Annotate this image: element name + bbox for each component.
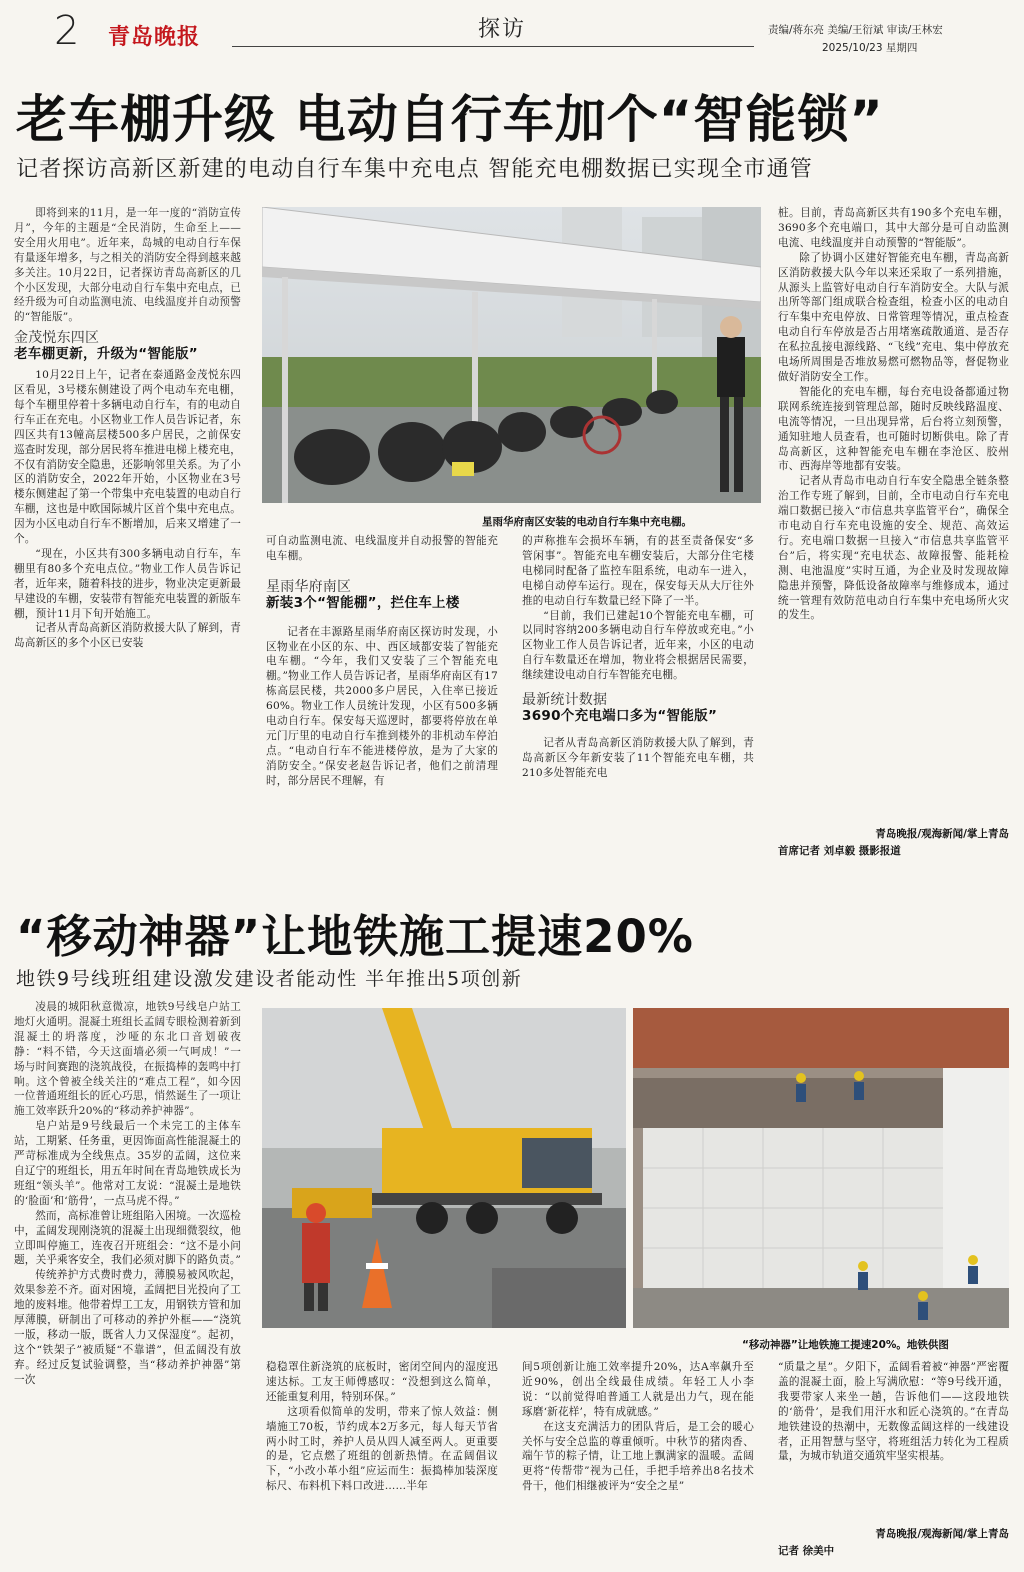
paragraph: 记者从青岛高新区消防救援大队了解到，青岛高新区的多个小区已安装 (14, 622, 241, 650)
story2-column-1 (14, 1000, 241, 1566)
paragraph: 在这支充满活力的团队背后，是工会的暖心关怀与安全总监的尊重倾听。中秋节的猪肉香、端午节的粽子情，让工地上飘满家的温暖。孟阔更将“传帮带”视为己任，手把手培养出8名技术骨干，他们相继被评为“安全之星” (522, 1420, 754, 1493)
paragraph: 智能化的充电车棚，每台充电设备都通过物联网系统连接到管理总部，随时反映线路温度、电流等情况，一旦出现异常，后台将立刻预警，通知驻地人员查看，也可随时切断供电。除了青岛高新区，这种智能充电车棚在李沧区、胶州市、西海岸等地都有安装。 (778, 385, 1009, 473)
story2-column-3 (522, 1360, 754, 1566)
paragraph: 记者从青岛高新区消防救援大队了解到，青岛高新区今年新安装了11个智能充电车棚，共210多处智能充电 (522, 736, 754, 779)
paragraph: 的声称推车会损坏车辆，有的甚至责备保安“多管闲事”。智能充电车棚安装后，大部分住宅楼电梯同时配备了监控车阻系统，电动车一进入，电梯自动停车运行。现在，保安每天从大厅往外推的电动自行车数量已经下降了一半。 (522, 535, 754, 607)
story1-section3-title: 3690个充电端口多为“智能版” (522, 707, 718, 724)
story1-column-1 (14, 206, 241, 862)
story2-subheadline: 地铁9号线班组建设激发建设者能动性 半年推出5项创新 (16, 968, 523, 990)
paragraph: 然而，高标准曾让班组陷入困境。一次巡检中，孟阔发现刚浇筑的混凝土出现细微裂纹，他立即叫停施工，连夜召开班组会：“这不是小问题，关乎乘客安全，我们必须对脚下的路负责。” (14, 1209, 241, 1267)
story1-section2-title: 新装3个“智能棚”，拦住车上楼 (266, 594, 460, 611)
story1-column-4 (778, 206, 1009, 828)
paragraph: 10月22日上午，记者在泰通路金茂悦东四区看见，3号楼东侧建设了两个电动车充电棚，每个车棚里停着十多辆电动自行车，有的电动自行车正在充电。小区物业工作人员告诉记者，东四区共有13幢高层楼500多户居民，之前保安巡查时发现，部分居民将车推进电梯上楼充电，不仅有消防安全隐患，还影响邻里关系。为了小区的消防安全，2022年开始，小区物业在3号楼东侧建起了第一个带集中充电装置的电动自行车棚，这也是中欧国际城片区首个集中充电点。因为小区电动自行车不断增加，后来又增建了一个。 (14, 369, 241, 546)
section-label: 探访 (478, 17, 527, 42)
paragraph: “质量之星”。夕阳下，孟阔看着被“神器”严密覆盖的混凝土面，脸上写满欣慰：“等9号线开通，我要带家人来坐一趟，告诉他们——这段地铁的‘筋骨’，是我们用汗水和匠心浇筑的。”在青岛地铁建设的热潮中，无数像孟阔这样的一线建设者，正用智慧与坚守，将班组活力转化为工程质量，为城市轨道交通筑牢坚实根基。 (778, 1361, 1009, 1463)
story1-section2-kicker: 星雨华府南区 (266, 578, 352, 595)
story2-lead: 凌晨的城阳秋意微凉，地铁9号线皂户站工地灯火通明。混凝土班组长孟阔专眼检测着新到混凝土的坍落度，沙哑的东北口音划破夜静：“料不错，今天这面墙必须一气呵成！”一场与时间赛跑的浇筑战役，在振捣棒的轰鸣中打响。这个曾被全线关注的“难点工程”，如今因一位普通班组长的匠心巧思，悄然诞生了一项让施工效率跃升20%的“移动养护神器”。 (14, 1001, 241, 1118)
paragraph: 桩。目前，青岛高新区共有190多个充电车棚，3690多个充电端口，其中大部分是可自动监测电流、电线温度并自动预警的“智能版”。 (778, 207, 1009, 249)
story1-byline-reporter: 首席记者 刘卓毅 摄影报道 (778, 845, 901, 857)
editors-credit: 责编/蒋东亮 美编/王衍斌 审读/王林宏 (768, 24, 943, 36)
issue-date: 2025/10/23 星期四 (822, 42, 918, 54)
paragraph: “目前，我们已建起10个智能充电车棚，可以同时容纳200多辆电动自行车停放或充电。”小区物业工作人员告诉记者，近年来，小区的电动自行车数量还在增加，物业将会根据居民需要，继续建设电动自行车智能充电棚。 (522, 609, 754, 682)
story1-column-3 (522, 534, 754, 862)
story2-column-2 (266, 1360, 498, 1566)
paragraph: 这项看似简单的发明，带来了惊人效益：侧墙施工70板，节约成本2万多元，每人每天节省两小时工时，养护人员从四人减至两人。更重要的是，它点燃了班组的创新热情。在孟阔倡议下，“小改小革小组”应运而生：振捣棒加装深度标尺、布料机下料口改进……半年 (266, 1405, 498, 1493)
story2-column-4 (778, 1360, 1009, 1524)
story1-section1-kicker: 金茂悦东四区 (14, 330, 100, 347)
story2-photo-crane (262, 1008, 626, 1328)
masthead-underline (232, 46, 754, 47)
story2-byline (778, 1526, 1009, 1560)
paragraph: 可自动监测电流、电线温度并自动报警的智能充电车棚。 (266, 535, 498, 562)
paragraph: 记者从青岛市电动自行车安全隐患全链条整治工作专班了解到，目前，全市电动自行车充电端口数据已接入“市信息共享监管平台”，确保全市电动自行车充电设施的安全、规范、高效运行。充电端口数据一旦接入“市信息共享监管平台”后，将实现“充电状态、故障报警、能耗检测、电池温度”实时互通，为企业及时发现故障隐患并预警，降低设备故障率与维修成本，通过统一管理有效防范电动自行车集中充电场所火灾的发生。 (778, 475, 1009, 622)
story2-photo-formwork (633, 1008, 1009, 1328)
story2-byline-reporter: 记者 徐美中 (778, 1545, 835, 1557)
paragraph: 稳稳罩住新浇筑的底板时，密闭空间内的湿度迅速达标。工友王师傅感叹：“没想到这么简单，还能重复利用，特别环保。” (266, 1361, 498, 1403)
story1-headline: 老车棚升级 电动自行车加个“智能锁” (16, 91, 884, 150)
page-number: 2 (54, 8, 80, 54)
paragraph: “现在，小区共有300多辆电动自行车，车棚里有80多个充电点位。”物业工作人员告诉记者，近年来，随着科技的进步，物业决定更新最早建设的车棚，安装带有智能充电装置的新版车棚，预计11月下旬开始施工。 (14, 547, 241, 620)
story2-headline: “移动神器”让地铁施工提速20% (16, 910, 694, 963)
paragraph: 传统养护方式费时费力，薄膜易被风吹起，效果参差不齐。面对困境，孟阔把目光投向了工地的废料堆。他带着焊工工友，用钢铁方管和加厚薄膜，研制出了可移动的养护外框——“浇筑一版，移动一版，既省人力又保湿度”。起初，这个“铁架子”被质疑“不靠谱”，但孟阔没有放弃。经过反复试验调整，当“移动养护神器”第一次 (14, 1269, 241, 1386)
masthead-logo: 青岛晚报 (108, 24, 201, 50)
story2-photo-caption: “移动神器”让地铁施工提速20%。地铁供图 (742, 1339, 949, 1351)
paragraph: 记者在丰源路星雨华府南区探访时发现，小区物业在小区的东、中、西区域都安装了智能充电车棚。“今年，我们又安装了三个智能充电棚。”物业工作人员告诉记者，星雨华府南区有17栋高层民楼，共2000多户居民，入住率已接近60%。物业工作人员统计发现，小区有500多辆电动自行车。保安每天巡逻时，都要将停放在单元门厅里的电动自行车推到楼外的非机动车停泊点。“电动自行车不能进楼停放，是为了大家的消防安全。”保安老赵告诉记者，他们之前清理时，部分居民不理解，有 (266, 625, 498, 787)
story1-byline-outlet: 青岛晚报/观海新闻/掌上青岛 (875, 828, 1009, 840)
story1-photo-charging-shed (262, 207, 761, 503)
story1-photo-caption: 星雨华府南区安装的电动自行车集中充电棚。 (482, 516, 692, 528)
story1-section1-title: 老车棚更新，升级为“智能版” (14, 346, 198, 363)
paragraph: 间5项创新让施工效率提升20%，达A率飙升至近90%，创出全线最佳成绩。年轻工人小李说：“以前觉得咱普通工人就是出力气，现在能琢磨‘新花样’，特有成就感。” (522, 1361, 754, 1418)
story1-subheadline: 记者探访高新区新建的电动自行车集中充电点 智能充电棚数据已实现全市通管 (16, 157, 813, 182)
paragraph: 皂户站是9号线最后一个未完工的主体车站，工期紧、任务重，更因饰面高性能混凝土的严苛标准成为全线焦点。35岁的孟阔，这位来自辽宁的班组长，用五年时间在青岛地铁成长为班组“领头羊”。他常对工友说：“混凝土是地铁的‘脸面’和‘筋骨’，一点马虎不得。” (14, 1120, 241, 1207)
story1-lead: 即将到来的11月，是一年一度的“消防宣传月”，今年的主题是“全民消防，生命至上——安全用火用电”。近年来，岛城的电动自行车保有量逐年增多，与之相关的消防安全得到越来越多关注。10月22日，记者探访青岛高新区的几个小区发现，大部分电动自行车集中充电点，已经升级为可自动监测电流、电线温度并自动预警的“智能版”。 (14, 207, 241, 324)
story1-column-2 (266, 534, 498, 862)
story2-byline-outlet: 青岛晚报/观海新闻/掌上青岛 (875, 1528, 1009, 1540)
story1-byline (778, 826, 1009, 860)
paragraph: 除了协调小区建好智能充电车棚，青岛高新区消防救援大队今年以来还采取了一系列措施，从源头上监管好电动自行车消防安全。大队与派出所等部门组成联合检查组，检查小区的电动自行车集中充电停放、日常管理等情况，重点检查电动自行车停放是否占用堵塞疏散通道、是否存在私拉乱接电源线路、“飞线”充电、集中停放充电场所周围是否堆放易燃可燃物品等，督促物业做好消防安全工作。 (778, 251, 1009, 383)
story1-section3-kicker: 最新统计数据 (522, 692, 608, 709)
